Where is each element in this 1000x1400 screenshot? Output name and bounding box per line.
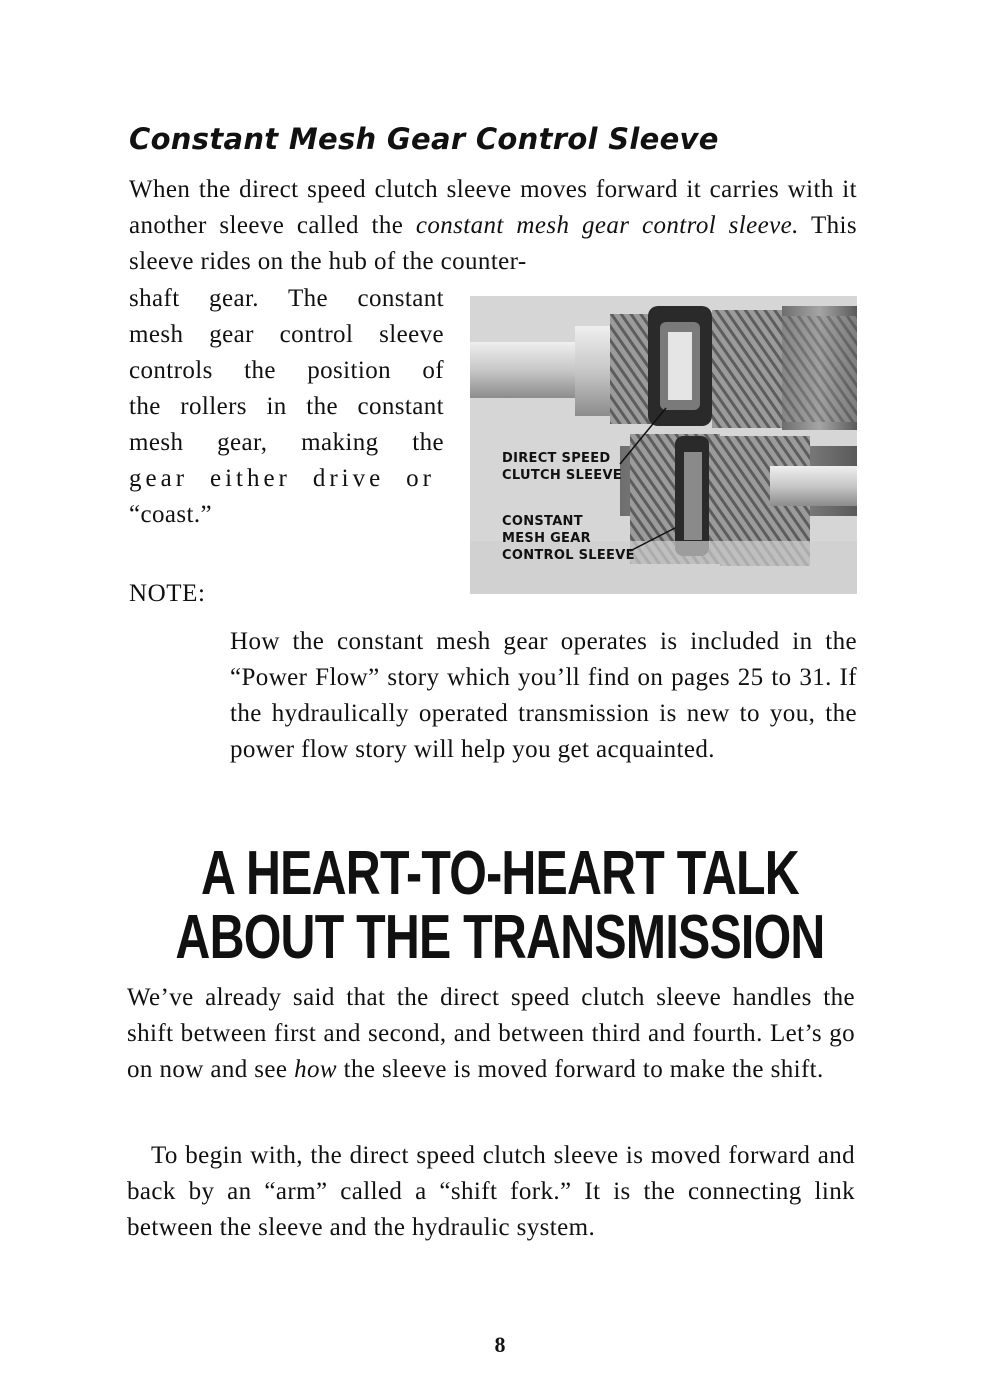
paragraph-shift-text-1: We’ve already said that the direct speed clutch sleeve handles the shift between first and second, and between third and fourth. Let’s go on now and see: [127, 984, 855, 1083]
note-label: NOTE:: [129, 580, 206, 607]
note-text: How the constant mesh gear operates is included in the “Power Flow” story which you’ll find on pages 25 to 31. If the hydraulically operated transmission is new to you, the power flow story will help you get acquainted.: [230, 628, 857, 763]
paragraph-shift: [127, 980, 855, 1088]
wrap-line: mesh gear, making the: [129, 429, 444, 456]
paragraph-intro-italic: constant mesh gear control sleeve.: [415, 212, 799, 239]
label-direct-speed-2: CLUTCH SLEEVE: [502, 468, 622, 483]
label-constant-mesh-1: CONSTANT: [502, 514, 583, 529]
label-direct-speed-1: DIRECT SPEED: [502, 451, 611, 466]
wrap-line: gear either drive or: [129, 465, 435, 492]
paragraph-intro-text-1: When the direct speed clutch sleeve moves forward it carries with it another sleeve called the: [129, 176, 857, 239]
paragraph-shift-italic: how: [294, 1056, 337, 1083]
wrap-line: shaft gear. The constant: [129, 285, 444, 312]
label-constant-mesh-3: CONTROL SLEEVE: [502, 548, 635, 563]
wrap-line: the rollers in the constant: [129, 393, 444, 420]
transmission-photo: [470, 296, 857, 594]
main-heading-line-1: A HEART-TO-HEART TALK: [201, 839, 799, 908]
section-heading: Constant Mesh Gear Control Sleeve: [129, 122, 719, 156]
paragraph-intro: [129, 172, 857, 280]
wrap-line: controls the position of: [129, 357, 444, 384]
gear-illustration: [470, 296, 857, 594]
page-number: 8: [494, 1332, 506, 1357]
paragraph-shift-text-2: the sleeve is moved forward to make the shift.: [336, 1056, 824, 1083]
label-constant-mesh-2: MESH GEAR: [502, 531, 591, 546]
main-heading-line-2: ABOUT THE TRANSMISSION: [175, 903, 825, 972]
wrap-line: “coast.”: [129, 501, 213, 528]
wrap-line: mesh gear control sleeve: [129, 321, 444, 348]
paragraph-shift-fork: To begin with, the direct speed clutch sleeve is moved forward and back by an “arm” called a “shift fork.” It is the connecting link between the sleeve and the hydraulic system.: [127, 1142, 855, 1241]
paragraph-intro-text-2: This sleeve rides on the hub of the counter-: [129, 212, 857, 275]
